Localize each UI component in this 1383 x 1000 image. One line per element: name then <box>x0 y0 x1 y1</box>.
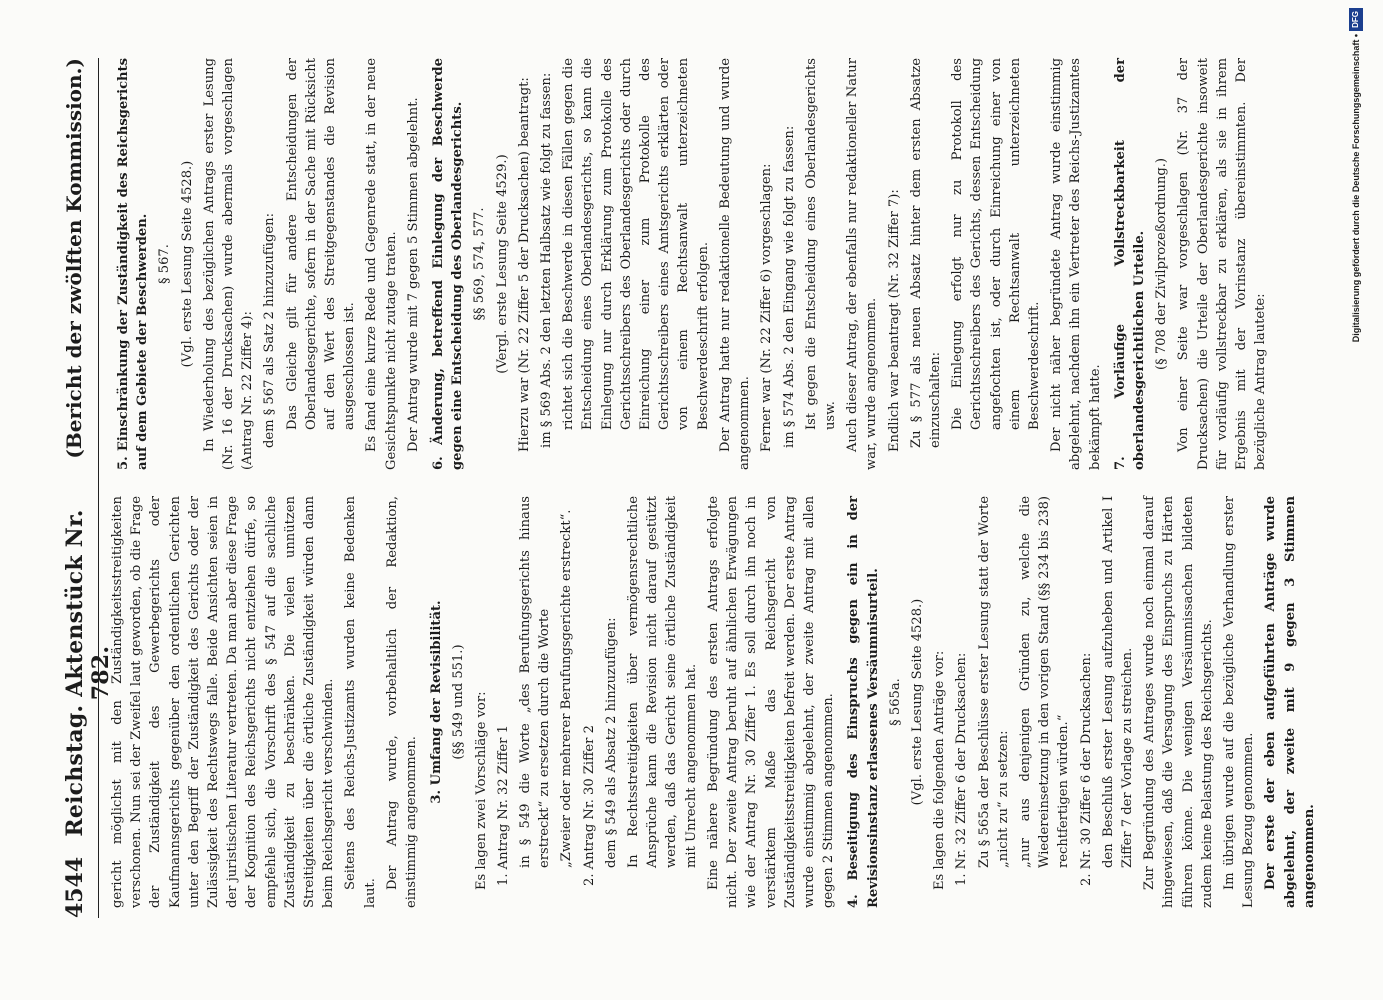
list-item: 1. Nr. 32 Ziffer 6 der Drucksachen: <box>954 652 970 886</box>
page-header <box>62 58 114 918</box>
stamp-text: Digitalisierung gefördert durch die Deutsche Forschungsgemeinschaft • <box>1351 34 1361 343</box>
section-lesung: (Vgl. erste Lesung Seite 4528.) <box>909 598 925 806</box>
paragraph: Hierzu war (Nr. 22 Ziffer 5 der Drucksachen) beantragt: <box>516 77 532 452</box>
paragraph: Es lagen die folgenden Anträge vor: <box>932 650 948 890</box>
quote: „nur aus denjenigen Gründen zu, welche die Wiedereinsetzung in den vorigen Stand (§§ 234 bis 238) rechtfertigen würden.“ <box>1017 495 1072 868</box>
header-title: Reichstag. Aktenstück Nr. 782. <box>62 509 114 837</box>
paragraph: Auch dieser Antrag, der ebenfalls nur redaktioneller Natur war, wurde angenommen. <box>845 58 880 470</box>
section-reference: (§§ 549 und 551.) <box>451 644 467 760</box>
section-lesung: (Vergl. erste Lesung Seite 4529.) <box>494 154 510 374</box>
paragraph: Der nicht näher begründete Antrag wurde einstimmig abgelehnt, nachdem ihn ein Vertreter des Reichs-Justizamtes bekämpft hatte. <box>1049 58 1103 470</box>
section-heading: 6. Änderung, betreffend Einlegung der Beschwerde gegen eine Entscheidung des Oberlandesgerichts. <box>431 58 466 470</box>
paragraph: gericht möglichst mit den Zuständigkeitsstreitigkeiten verschonen. Nun sei der Zweifel laut geworden, ob die Frage der Zuständigkeit des Gewerbegerichts oder Kaufmannsgerichts gegenüber den ordentlichen Gerichten unter den Begriff der Zuständigkeit des Gerichts oder der Zulässigkeit des Rechtswegs falle. Beide Ansichten seien in der juristischen Literatur vertreten. Da man aber diese Frage der Kognition des Reichsgerichts nicht entziehen dürfe, so empfehle sich, die Vorschrift des § 547 auf die sachliche Zuständigkeit zu beschränken. Die vielen unnützen Streitigkeiten über die örtliche Zuständigkeit würden dann beim Reichsgericht verschwinden. <box>110 496 337 908</box>
paragraph: Zu § 577 als neuen Absatz hinter dem ersten Absatze einzuschalten: <box>908 58 943 448</box>
paragraph: Von einer Seite war vorgeschlagen (Nr. 37 der Drucksachen) die Urteile der Oberlandesgerichte insoweit für vorläufig vollstreckbar zu erklären, als sie in ihrem Ergebnis mit der Vorinstanz übereinstimmten. Der bezügliche Antrag lautete: <box>1176 58 1269 470</box>
right-column <box>108 58 1303 470</box>
paragraph: Ferner war (Nr. 22 Ziffer 6) vorgeschlagen: <box>759 163 775 452</box>
paragraph: den Beschluß erster Lesung aufzuheben und Artikel I Ziffer 7 der Vorlage zu streichen. <box>1100 496 1135 868</box>
section-heading: 5. Einschränkung der Zuständigkeit des Reichsgerichts auf dem Gebiete der Beschwerden. <box>116 58 151 470</box>
paragraph: In Wiederholung des bezüglichen Antrags erster Lesung (Nr. 16 der Drucksachen) wurde abermals vorgeschlagen (Antrag Nr. 22 Ziffer 4): <box>201 58 256 470</box>
paragraph: Es fand eine kurze Rede und Gegenrede statt, in der neue Gesichtspunkte nicht zutage traten. <box>364 58 399 470</box>
paragraph: dem § 549 als Absatz 2 hinzuzufügen: <box>603 617 619 868</box>
quote: Die Einlegung erfolgt nur zu Protokoll des Gerichtsschreibers des Gerichts, dessen Entscheidung angefochten ist, oder durch Einreichung einer von einem Rechtsanwalt unterzeichneten Beschwerdeschrift. <box>950 58 1042 430</box>
section-reference: §§ 569, 574, 577. <box>472 207 488 321</box>
quote: richtet sich die Beschwerde in diesen Fällen gegen die Entscheidung eines Oberlandesgerichts, so kann die Einlegung nur durch Erklärung zum Protokolle des Gerichtsschreibers des Oberlandesgerichts oder durch Einreichung einer zum Protokolle des Gerichtsschreibers eines Amtsgerichts erklärten oder von einem Rechtsanwalt unterzeichneten Beschwerdeschrift erfolgen. <box>561 58 711 430</box>
paragraph: Der Antrag wurde mit 7 gegen 5 Stimmen abgelehnt. <box>405 97 421 452</box>
left-column <box>108 495 1317 908</box>
header-report-title: (Bericht der zwölften Kommission.) <box>62 58 86 459</box>
dfg-logo: DFG <box>1349 8 1363 31</box>
section-heading: 4. Beseitigung des Einspruchs gegen ein in der Revisionsinstanz erlassenes Versäumnisurteil. <box>846 496 881 908</box>
quote: Das Gleiche gilt für andere Entscheidungen der Oberlandesgerichte, sofern in der Sache mit Rücksicht auf den Wert des Streitgegenstandes die Revision ausgeschlossen ist. <box>284 58 358 430</box>
section-reference: (§ 708 der Zivilprozeßordnung.) <box>1154 158 1170 370</box>
section-reference: § 565a. <box>887 678 903 726</box>
paragraph: Es lagen zwei Vorschläge vor: <box>473 691 489 890</box>
section-reference: § 567. <box>157 244 173 284</box>
section-lesung: (Vgl. erste Lesung Seite 4528.) <box>179 160 195 368</box>
quote: In Rechtsstreitigkeiten über vermögensrechtliche Ansprüche kann die Revision nicht darauf gestützt werden, daß das Gericht seine örtliche Zuständigkeit mit Unrecht angenommen hat. <box>626 496 699 868</box>
quote: „Zweier oder mehrerer Berufungsgerichte erstreckt“. <box>559 509 575 868</box>
quote: Ist gegen die Entscheidung eines Oberlandesgerichts usw. <box>803 58 838 430</box>
paragraph: Eine nähere Begründung des ersten Antrags erfolgte nicht. Der zweite Antrag beruht auf ähnlichen Erwägungen wie der Antrag Nr. 30 Ziffer 1. Es soll durch ihn noch in verstärktem Maße das Reichsgericht von Zuständigkeitsstreitigkeiten befreit werden. Der erste Antrag wurde einstimmig abgelehnt, der zweite Antrag mit allen gegen 2 Stimmen angenommen. <box>705 496 837 908</box>
paragraph: im § 574 Abs. 2 den Eingang wie folgt zu fassen: <box>781 125 797 448</box>
page-number: 4544 <box>62 856 88 918</box>
paragraph: in § 549 die Worte „des Berufungsgerichts hinaus erstreckt“ zu ersetzen durch die Worte <box>518 496 553 868</box>
digitization-stamp <box>1349 8 1363 992</box>
paragraph: im § 569 Abs. 2 den letzten Halbsatz wie folgt zu fassen: <box>539 72 555 448</box>
paragraph: dem § 567 als Satz 2 hinzuzufügen: <box>262 212 278 448</box>
paragraph: Der Antrag wurde, vorbehaltlich der Redaktion, einstimmig angenommen. <box>384 496 420 908</box>
paragraph: Zur Begründung des Antrages wurde noch einmal darauf hingewiesen, daß die Versagung des Einspruchs zu Härten führen könne. Die wenigen Versäumnissachen bildeten zudem keine Belastung des Reichsgerichts. <box>1142 496 1215 908</box>
paragraph: Seitens des Reichs-Justizamts wurden keine Bedenken laut. <box>343 496 378 908</box>
list-item: 2. Antrag Nr. 30 Ziffer 2 <box>581 725 597 886</box>
paragraph: Der erste der eben aufgeführten Anträge wurde abgelehnt, der zweite mit 9 gegen 3 Stimmen angenommen. <box>1263 496 1317 908</box>
paragraph: Der Antrag hatte nur redaktionelle Bedeutung und wurde angenommen. <box>717 58 753 470</box>
section-heading: 7. Vorläufige Vollstreckbarkeit der oberlandesgerichtlichen Urteile. <box>1112 58 1147 470</box>
list-item: 1. Antrag Nr. 32 Ziffer 1 <box>495 725 511 886</box>
paragraph: Endlich war beantragt (Nr. 32 Ziffer 7): <box>886 189 902 452</box>
paragraph: Zu § 565a der Beschlüsse erster Lesung statt der Worte „nicht zu“ zu setzen: <box>976 496 1011 868</box>
paragraph: Im übrigen wurde auf die bezügliche Verhandlung erster Lesung Bezug genommen. <box>1221 496 1257 908</box>
list-item: 2. Nr. 30 Ziffer 6 der Drucksachen: <box>1078 652 1094 886</box>
section-heading: 3. Umfang der Revisibilität. <box>429 600 445 804</box>
